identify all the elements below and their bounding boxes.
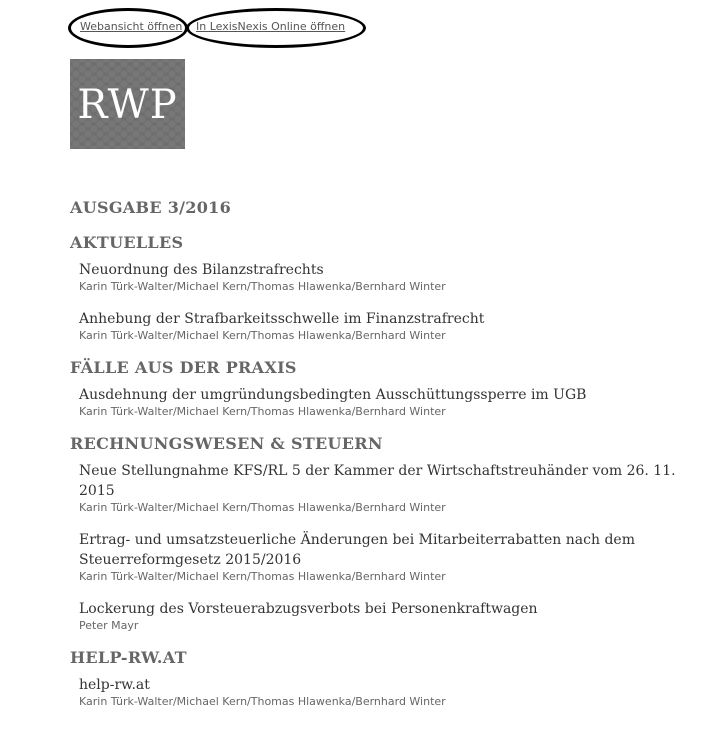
article-title-link[interactable]: Ertrag- und umsatzsteuerliche Änderungen bei Mitarbeiterrabatten nach dem Steuerreformgesetz 2015/2016 bbox=[79, 532, 635, 568]
section-faelle-aus-der-praxis bbox=[70, 358, 690, 418]
article-title-link[interactable]: Ausdehnung der umgründungsbedingten Ausschüttungssperre im UGB bbox=[79, 387, 587, 403]
article-title-link[interactable]: Neuordnung des Bilanzstrafrechts bbox=[79, 262, 324, 278]
issue-title: AUSGABE 3/2016 bbox=[70, 198, 231, 217]
article-authors: Karin Türk-Walter/Michael Kern/Thomas Hlawenka/Bernhard Winter bbox=[79, 329, 446, 342]
article-authors: Karin Türk-Walter/Michael Kern/Thomas Hlawenka/Bernhard Winter bbox=[79, 570, 446, 583]
section-title: AKTUELLES bbox=[70, 233, 184, 252]
article-item bbox=[79, 675, 690, 708]
article-item bbox=[79, 385, 690, 418]
article-authors: Karin Türk-Walter/Michael Kern/Thomas Hlawenka/Bernhard Winter bbox=[79, 280, 446, 293]
article-item bbox=[79, 260, 690, 293]
article-title-link[interactable]: Neue Stellungnahme KFS/RL 5 der Kammer der Wirtschaftstreuhänder vom 26. 11. 2015 bbox=[79, 463, 676, 499]
article-item bbox=[79, 461, 690, 514]
article-item bbox=[79, 530, 690, 583]
article-authors: Karin Türk-Walter/Michael Kern/Thomas Hlawenka/Bernhard Winter bbox=[79, 501, 446, 514]
article-authors: Karin Türk-Walter/Michael Kern/Thomas Hlawenka/Bernhard Winter bbox=[79, 405, 446, 418]
header-links bbox=[66, 6, 366, 50]
article-item bbox=[79, 309, 690, 342]
section-title: FÄLLE AUS DER PRAXIS bbox=[70, 358, 297, 377]
section-title: RECHNUNGSWESEN & STEUERN bbox=[70, 434, 383, 453]
article-title-link[interactable]: Lockerung des Vorsteuerabzugsverbots bei Personenkraftwagen bbox=[79, 601, 538, 617]
web-view-link[interactable]: Webansicht öffnen bbox=[80, 20, 183, 33]
section-help-rw bbox=[70, 648, 690, 708]
article-authors: Peter Mayr bbox=[79, 619, 139, 632]
article-item bbox=[79, 599, 690, 632]
article-title-link[interactable]: help-rw.at bbox=[79, 677, 150, 693]
section-title: HELP-RW.AT bbox=[70, 648, 187, 667]
newsletter-content bbox=[70, 198, 690, 724]
lexisnexis-link[interactable]: In LexisNexis Online öffnen bbox=[196, 20, 346, 33]
section-aktuelles bbox=[70, 233, 690, 342]
rwp-logo bbox=[70, 59, 185, 149]
article-title-link[interactable]: Anhebung der Strafbarkeitsschwelle im Finanzstrafrecht bbox=[79, 311, 485, 327]
logo-text: RWP bbox=[77, 82, 178, 128]
article-authors: Karin Türk-Walter/Michael Kern/Thomas Hlawenka/Bernhard Winter bbox=[79, 695, 446, 708]
section-rechnungswesen-steuern bbox=[70, 434, 690, 632]
